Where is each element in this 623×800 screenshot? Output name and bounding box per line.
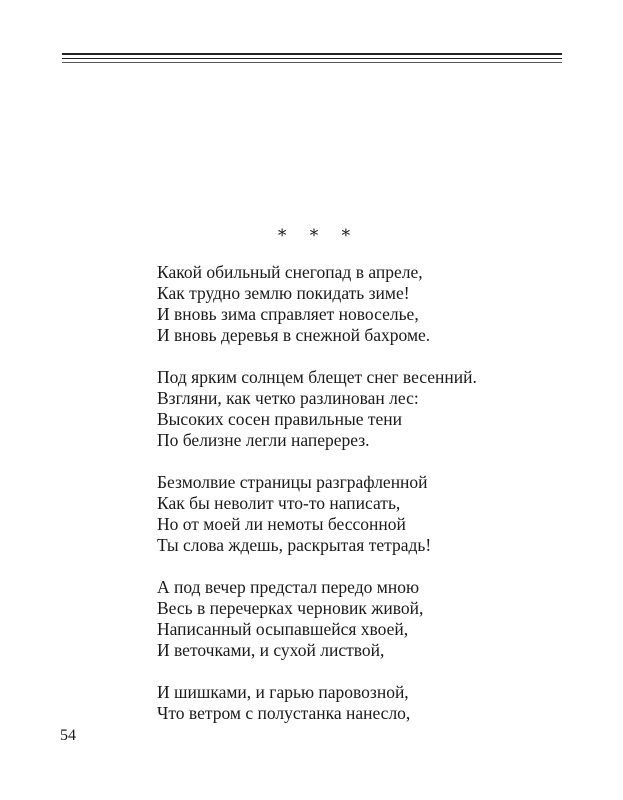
poem-line: Что ветром с полустанка нанесло, — [157, 703, 411, 723]
poem-line: Написанный осыпавшейся хвоей, — [157, 619, 409, 639]
poem-line: Как бы неволит что-то написать, — [157, 493, 401, 513]
stanza — [157, 577, 577, 661]
header-rule — [62, 53, 562, 55]
poem-line: И вновь зима справляет новоселье, — [157, 304, 419, 324]
stanza — [157, 472, 577, 556]
stanza — [157, 367, 577, 451]
poem-line: Безмолвие страницы разграфленной — [157, 472, 428, 492]
poem-line: И веточками, и сухой листвой, — [157, 640, 385, 660]
poem-line: Высоких сосен правильные тени — [157, 409, 403, 429]
poem-line: И вновь деревья в снежной бахроме. — [157, 325, 431, 345]
header-rule-thin — [62, 58, 562, 59]
poem-line: И шишками, и гарью паровозной, — [157, 682, 409, 702]
poem-line: Какой обильный снегопад в апреле, — [157, 262, 423, 282]
stanza — [157, 262, 577, 346]
poem-line: Но от моей ли немоты бессонной — [157, 514, 406, 534]
poem-line: Весь в перечерках черновик живой, — [157, 598, 424, 618]
poem-line: Взгляни, как четко разлинован лес: — [157, 388, 419, 408]
poem-line: А под вечер предстал передо мною — [157, 577, 420, 597]
poem-line: Под ярким солнцем блещет снег весенний. — [157, 367, 477, 387]
poem — [157, 262, 577, 745]
section-asterism: * * * — [277, 226, 360, 246]
poem-line: По белизне легли наперерез. — [157, 430, 370, 450]
stanza — [157, 682, 577, 724]
poem-line: Ты слова ждешь, раскрытая тетрадь! — [157, 535, 432, 555]
page-number: 54 — [60, 727, 76, 744]
header-rule-bottom — [62, 62, 562, 63]
poem-line: Как трудно землю покидать зиме! — [157, 283, 410, 303]
